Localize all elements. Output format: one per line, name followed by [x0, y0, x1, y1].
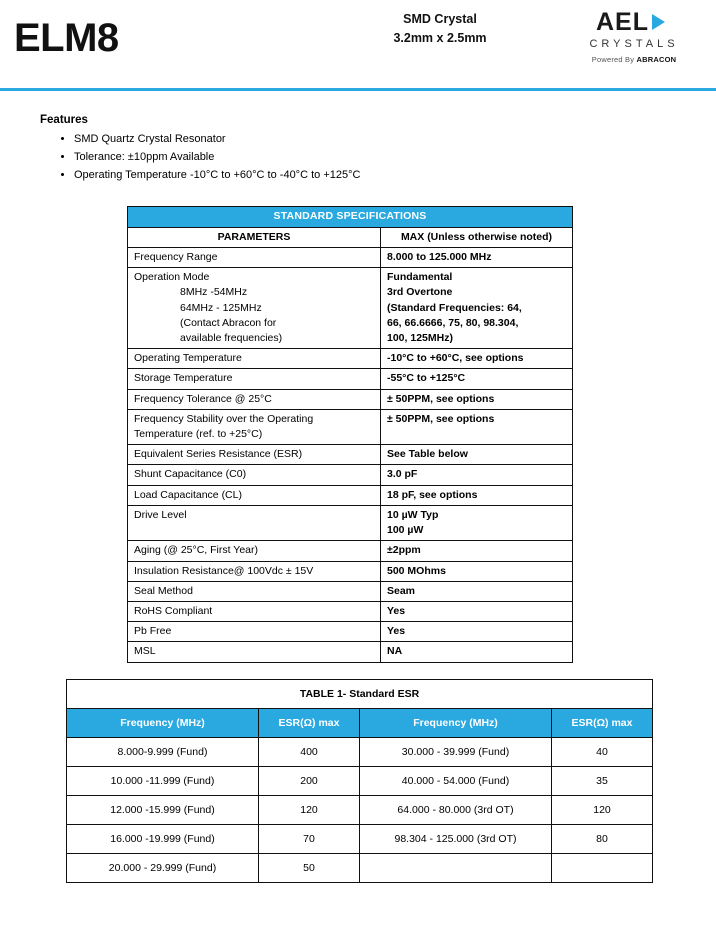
esr-cell: 40.000 - 54.000 (Fund) — [360, 766, 552, 795]
table-header-row — [128, 207, 573, 227]
page-title: ELM8 — [14, 16, 119, 60]
brand-subtitle: CRYSTALS — [589, 38, 679, 50]
value-operation-mode-line3: (Standard Frequencies: 64, — [387, 301, 522, 314]
param-frequency-range: Frequency Range — [128, 247, 381, 267]
brand-logo — [566, 8, 702, 64]
esr-cell: 400 — [259, 737, 360, 766]
param-rohs-compliant: RoHS Compliant — [128, 602, 381, 622]
param-operating-temperature: Operating Temperature — [128, 349, 381, 369]
value-operation-mode-line4: 66, 66.6666, 75, 80, 98.304, — [387, 316, 519, 329]
param-operation-mode-line4: available frequencies) — [180, 331, 283, 344]
table-row — [67, 766, 653, 795]
value-esr: See Table below — [381, 445, 573, 465]
param-drive-level: Drive Level — [128, 505, 381, 540]
value-seal-method: Seam — [381, 581, 573, 601]
esr-cell: 35 — [552, 766, 653, 795]
esr-column-header-esr-1: ESR(Ω) max — [259, 708, 360, 737]
param-operation-mode-line3: (Contact Abracon for — [180, 316, 277, 329]
param-shunt-capacitance: Shunt Capacitance (C0) — [128, 465, 381, 485]
table-row — [67, 737, 653, 766]
table-row — [128, 247, 573, 267]
esr-cell — [552, 853, 653, 882]
product-type: SMD Crystal — [403, 12, 477, 26]
value-operation-mode — [381, 268, 573, 349]
value-operating-temperature: -10°C to +60°C, see options — [381, 349, 573, 369]
esr-table-title: TABLE 1- Standard ESR — [67, 679, 653, 708]
features-list — [40, 130, 716, 184]
header-divider — [0, 88, 716, 91]
value-operation-mode-line5: 100, 125MHz) — [387, 331, 453, 344]
esr-cell: 80 — [552, 824, 653, 853]
value-rohs-compliant: Yes — [381, 602, 573, 622]
param-seal-method: Seal Method — [128, 581, 381, 601]
esr-column-header-frequency-1: Frequency (MHz) — [67, 708, 259, 737]
page-header — [0, 0, 716, 88]
product-subtitle — [330, 10, 550, 49]
table-row — [128, 602, 573, 622]
value-load-capacitance: 18 pF, see options — [381, 485, 573, 505]
spec-table-title: STANDARD SPECIFICATIONS — [128, 207, 573, 227]
esr-cell: 20.000 - 29.999 (Fund) — [67, 853, 259, 882]
value-pb-free: Yes — [381, 622, 573, 642]
esr-table-header-row — [67, 708, 653, 737]
esr-cell: 12.000 -15.999 (Fund) — [67, 795, 259, 824]
esr-cell: 200 — [259, 766, 360, 795]
product-size: 3.2mm x 2.5mm — [393, 31, 487, 46]
param-frequency-tolerance: Frequency Tolerance @ 25°C — [128, 389, 381, 409]
powered-by-prefix: Powered By — [591, 55, 637, 64]
param-aging: Aging (@ 25°C, First Year) — [128, 541, 381, 561]
table-row — [128, 349, 573, 369]
value-drive-level-line2: 100 µW — [387, 524, 424, 537]
value-drive-level-line1: 10 µW Typ — [387, 508, 439, 521]
esr-cell: 10.000 -11.999 (Fund) — [67, 766, 259, 795]
features-heading: Features — [40, 114, 88, 126]
table-row — [128, 389, 573, 409]
param-esr: Equivalent Series Resistance (ESR) — [128, 445, 381, 465]
value-msl: NA — [381, 642, 573, 662]
value-frequency-tolerance: ± 50PPM, see options — [381, 389, 573, 409]
value-operation-mode-line2: 3rd Overtone — [387, 286, 453, 299]
features-section — [40, 114, 716, 184]
table-row — [128, 581, 573, 601]
list-item: • Operating Temperature -10°C to +60°C to -40°C to +125°C — [74, 166, 716, 184]
esr-cell: 16.000 -19.999 (Fund) — [67, 824, 259, 853]
table-row — [128, 465, 573, 485]
table-row — [67, 853, 653, 882]
table-row — [128, 622, 573, 642]
param-msl: MSL — [128, 642, 381, 662]
esr-cell: 40 — [552, 737, 653, 766]
value-frequency-stability: ± 50PPM, see options — [381, 409, 573, 444]
column-header-parameters: PARAMETERS — [128, 227, 381, 247]
param-frequency-stability: Frequency Stability over the Operating Temperature (ref. to +25°C) — [128, 409, 381, 444]
esr-cell: 70 — [259, 824, 360, 853]
esr-cell: 8.000-9.999 (Fund) — [67, 737, 259, 766]
table-row — [128, 561, 573, 581]
param-operation-mode — [128, 268, 381, 349]
param-operation-mode-label: Operation Mode — [134, 271, 210, 284]
value-insulation-resistance: 500 MOhms — [381, 561, 573, 581]
powered-by-text — [566, 55, 702, 64]
value-shunt-capacitance: 3.0 pF — [381, 465, 573, 485]
esr-column-header-frequency-2: Frequency (MHz) — [360, 708, 552, 737]
table-column-header-row — [128, 227, 573, 247]
value-frequency-range: 8.000 to 125.000 MHz — [381, 247, 573, 267]
esr-cell: 50 — [259, 853, 360, 882]
table-row — [128, 445, 573, 465]
brand-name: AEL — [596, 7, 649, 36]
value-operation-mode-line1: Fundamental — [387, 271, 453, 284]
value-storage-temperature: -55°C to +125°C — [381, 369, 573, 389]
standard-specifications-table — [127, 206, 572, 662]
table-row — [128, 409, 573, 444]
esr-cell: 64.000 - 80.000 (3rd OT) — [360, 795, 552, 824]
param-operation-mode-line2: 64MHz - 125MHz — [180, 301, 262, 314]
table-row — [128, 505, 573, 540]
table-row — [128, 541, 573, 561]
column-header-max: MAX (Unless otherwise noted) — [381, 227, 573, 247]
table-row — [128, 485, 573, 505]
esr-cell — [360, 853, 552, 882]
table-row — [67, 824, 653, 853]
value-drive-level — [381, 505, 573, 540]
esr-cell: 120 — [552, 795, 653, 824]
esr-table-title-row — [67, 679, 653, 708]
table-row — [128, 268, 573, 349]
triangle-logo-icon — [652, 12, 672, 32]
param-pb-free: Pb Free — [128, 622, 381, 642]
esr-cell: 30.000 - 39.999 (Fund) — [360, 737, 552, 766]
esr-cell: 98.304 - 125.000 (3rd OT) — [360, 824, 552, 853]
list-item: • Tolerance: ±10ppm Available — [74, 148, 716, 166]
table-row — [128, 369, 573, 389]
brand-logo-row — [566, 8, 702, 36]
param-storage-temperature: Storage Temperature — [128, 369, 381, 389]
param-load-capacitance: Load Capacitance (CL) — [128, 485, 381, 505]
powered-by-brand: ABRACON — [636, 55, 677, 64]
esr-cell: 120 — [259, 795, 360, 824]
param-insulation-resistance: Insulation Resistance@ 100Vdc ± 15V — [128, 561, 381, 581]
param-operation-mode-line1: 8MHz -54MHz — [180, 286, 248, 299]
list-item: • SMD Quartz Crystal Resonator — [74, 130, 716, 148]
esr-column-header-esr-2: ESR(Ω) max — [552, 708, 653, 737]
standard-esr-table — [66, 679, 652, 883]
value-aging: ±2ppm — [381, 541, 573, 561]
table-row — [128, 642, 573, 662]
table-row — [67, 795, 653, 824]
